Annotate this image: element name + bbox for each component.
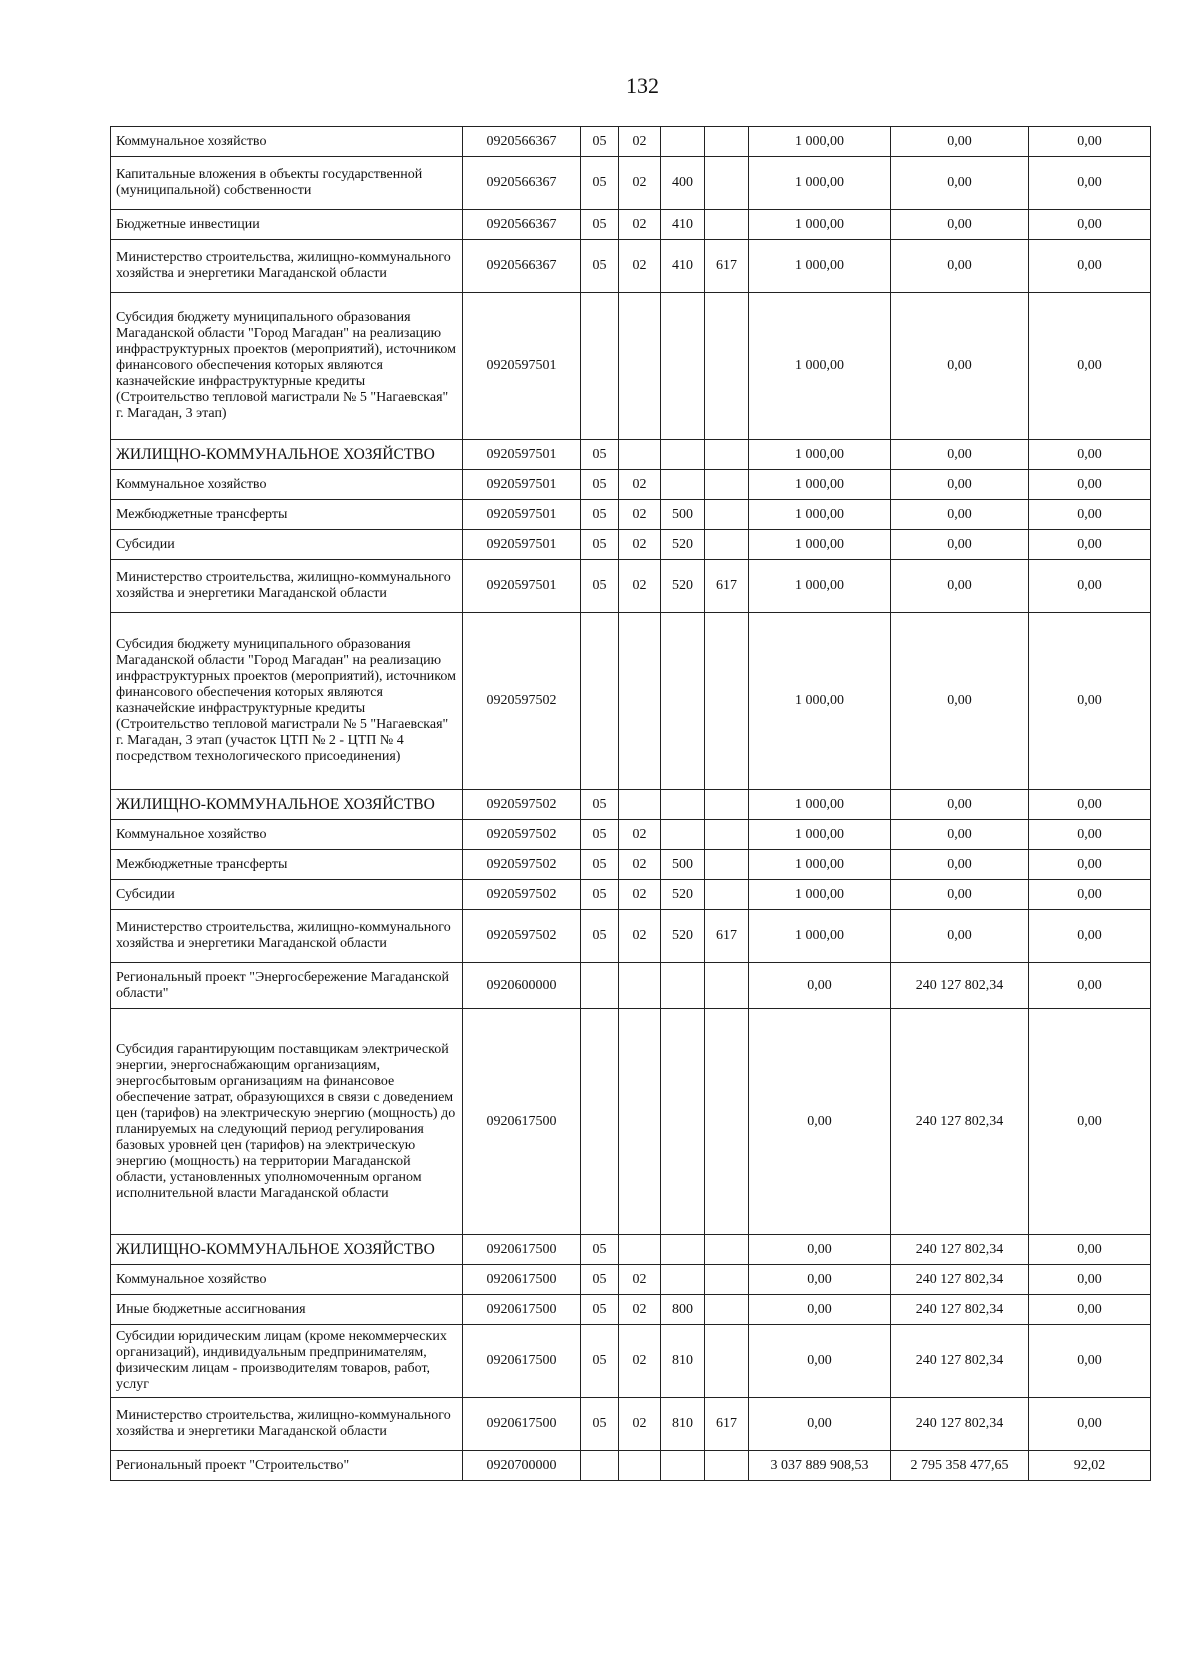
grbs-code	[705, 530, 749, 560]
target-code: 0920566367	[463, 157, 581, 210]
executed-amount: 0,00	[891, 470, 1029, 500]
expense-group: 410	[661, 210, 705, 240]
executed-amount: 0,00	[891, 790, 1029, 820]
row-name: Субсидии	[111, 530, 463, 560]
expense-group	[661, 440, 705, 470]
table-row	[111, 440, 1151, 470]
planned-amount: 1 000,00	[749, 157, 891, 210]
expense-group	[661, 1235, 705, 1265]
grbs-code	[705, 820, 749, 850]
table-row	[111, 210, 1151, 240]
subsection-code: 02	[619, 500, 661, 530]
section-code	[581, 963, 619, 1009]
grbs-code: 617	[705, 910, 749, 963]
grbs-code	[705, 1295, 749, 1325]
row-name: Субсидия гарантирующим поставщикам электрической энергии, энергоснабжающим организациям, энергосбытовым организациям на финансовое обеспечение затрат, образующихся в связи с доведением цен (тарифов) на электрическую энергию (мощность) до планируемых на следующий период регулирования базовых уровней цен (тарифов) на электрическую энергию (мощность) на территории Магаданской области, установленных уполномоченным органом исполнительной власти Магаданской области	[111, 1009, 463, 1235]
subsection-code: 02	[619, 1325, 661, 1398]
table-row	[111, 1235, 1151, 1265]
section-code: 05	[581, 127, 619, 157]
execution-percent: 0,00	[1029, 500, 1151, 530]
executed-amount: 0,00	[891, 880, 1029, 910]
expense-group	[661, 963, 705, 1009]
table-row	[111, 500, 1151, 530]
expense-group: 500	[661, 500, 705, 530]
planned-amount: 1 000,00	[749, 850, 891, 880]
row-name: Региональный проект "Строительство"	[111, 1451, 463, 1481]
planned-amount: 0,00	[749, 1325, 891, 1398]
target-code: 0920597501	[463, 560, 581, 613]
table-row	[111, 1325, 1151, 1398]
expense-group	[661, 1451, 705, 1481]
planned-amount: 1 000,00	[749, 127, 891, 157]
subsection-code: 02	[619, 850, 661, 880]
planned-amount: 1 000,00	[749, 820, 891, 850]
grbs-code	[705, 963, 749, 1009]
row-name: Министерство строительства, жилищно-коммунального хозяйства и энергетики Магаданской области	[111, 1398, 463, 1451]
target-code: 0920597501	[463, 530, 581, 560]
row-name: Межбюджетные трансферты	[111, 850, 463, 880]
grbs-code	[705, 1325, 749, 1398]
subsection-code: 02	[619, 127, 661, 157]
execution-percent: 0,00	[1029, 293, 1151, 440]
section-code	[581, 293, 619, 440]
row-name: Министерство строительства, жилищно-коммунального хозяйства и энергетики Магаданской области	[111, 910, 463, 963]
section-code: 05	[581, 560, 619, 613]
expense-group: 410	[661, 240, 705, 293]
execution-percent: 0,00	[1029, 880, 1151, 910]
table-row	[111, 530, 1151, 560]
execution-percent: 0,00	[1029, 1398, 1151, 1451]
planned-amount: 1 000,00	[749, 293, 891, 440]
subsection-code: 02	[619, 1398, 661, 1451]
executed-amount: 0,00	[891, 157, 1029, 210]
subsection-code	[619, 1009, 661, 1235]
planned-amount: 3 037 889 908,53	[749, 1451, 891, 1481]
target-code: 0920617500	[463, 1398, 581, 1451]
grbs-code	[705, 1265, 749, 1295]
expense-group	[661, 470, 705, 500]
section-code: 05	[581, 1325, 619, 1398]
expense-group: 810	[661, 1398, 705, 1451]
target-code: 0920566367	[463, 210, 581, 240]
section-code: 05	[581, 500, 619, 530]
target-code: 0920566367	[463, 127, 581, 157]
expense-group	[661, 1009, 705, 1235]
table-row	[111, 293, 1151, 440]
expense-group	[661, 790, 705, 820]
section-code: 05	[581, 240, 619, 293]
table-row	[111, 1265, 1151, 1295]
target-code: 0920700000	[463, 1451, 581, 1481]
row-name: Коммунальное хозяйство	[111, 127, 463, 157]
target-code: 0920597501	[463, 293, 581, 440]
section-code	[581, 613, 619, 790]
grbs-code	[705, 613, 749, 790]
section-code: 05	[581, 157, 619, 210]
grbs-code	[705, 1235, 749, 1265]
executed-amount: 240 127 802,34	[891, 1295, 1029, 1325]
grbs-code	[705, 210, 749, 240]
execution-percent: 0,00	[1029, 240, 1151, 293]
subsection-code: 02	[619, 1265, 661, 1295]
executed-amount: 240 127 802,34	[891, 1235, 1029, 1265]
execution-percent: 0,00	[1029, 1265, 1151, 1295]
row-name: Субсидия бюджету муниципального образования Магаданской области "Город Магадан" на реализацию инфраструктурных проектов (мероприятий), источником финансового обеспечения которых являются казначейские инфраструктурные кредиты (Строительство тепловой магистрали № 5 "Нагаевская" г. Магадан, 3 этап (участок ЦТП № 2 - ЦТП № 4 посредством технологического присоединения)	[111, 613, 463, 790]
row-name: Министерство строительства, жилищно-коммунального хозяйства и энергетики Магаданской области	[111, 240, 463, 293]
row-name: Субсидии	[111, 880, 463, 910]
table-row	[111, 240, 1151, 293]
expense-group	[661, 613, 705, 790]
subsection-code: 02	[619, 530, 661, 560]
table-row	[111, 127, 1151, 157]
executed-amount: 0,00	[891, 240, 1029, 293]
table-row	[111, 850, 1151, 880]
table-row	[111, 560, 1151, 613]
table-body	[111, 127, 1151, 1481]
row-name: Субсидия бюджету муниципального образования Магаданской области "Город Магадан" на реализацию инфраструктурных проектов (мероприятий), источником финансового обеспечения которых являются казначейские инфраструктурные кредиты (Строительство тепловой магистрали № 5 "Нагаевская" г. Магадан, 3 этап)	[111, 293, 463, 440]
execution-percent: 0,00	[1029, 1325, 1151, 1398]
target-code: 0920597502	[463, 880, 581, 910]
target-code: 0920600000	[463, 963, 581, 1009]
execution-percent: 0,00	[1029, 850, 1151, 880]
section-code: 05	[581, 440, 619, 470]
grbs-code	[705, 1451, 749, 1481]
table-row	[111, 157, 1151, 210]
grbs-code	[705, 500, 749, 530]
table-row	[111, 790, 1151, 820]
table-row	[111, 910, 1151, 963]
execution-percent: 0,00	[1029, 963, 1151, 1009]
row-name: Министерство строительства, жилищно-коммунального хозяйства и энергетики Магаданской области	[111, 560, 463, 613]
subsection-code: 02	[619, 880, 661, 910]
execution-percent: 0,00	[1029, 530, 1151, 560]
budget-table	[110, 126, 1151, 1481]
expense-group: 500	[661, 850, 705, 880]
execution-percent: 0,00	[1029, 560, 1151, 613]
target-code: 0920617500	[463, 1009, 581, 1235]
executed-amount: 0,00	[891, 440, 1029, 470]
section-code: 05	[581, 470, 619, 500]
planned-amount: 1 000,00	[749, 500, 891, 530]
executed-amount: 240 127 802,34	[891, 1265, 1029, 1295]
execution-percent: 0,00	[1029, 790, 1151, 820]
planned-amount: 1 000,00	[749, 240, 891, 293]
executed-amount: 0,00	[891, 850, 1029, 880]
page-number: 132	[626, 73, 659, 98]
target-code: 0920597502	[463, 613, 581, 790]
target-code: 0920597501	[463, 500, 581, 530]
planned-amount: 1 000,00	[749, 560, 891, 613]
grbs-code: 617	[705, 240, 749, 293]
table-row	[111, 820, 1151, 850]
planned-amount: 1 000,00	[749, 530, 891, 560]
section-code	[581, 1451, 619, 1481]
section-code: 05	[581, 910, 619, 963]
subsection-code: 02	[619, 210, 661, 240]
target-code: 0920597501	[463, 470, 581, 500]
table-row	[111, 470, 1151, 500]
section-code: 05	[581, 1295, 619, 1325]
grbs-code	[705, 293, 749, 440]
planned-amount: 0,00	[749, 1265, 891, 1295]
target-code: 0920597502	[463, 910, 581, 963]
grbs-code: 617	[705, 1398, 749, 1451]
executed-amount: 0,00	[891, 820, 1029, 850]
planned-amount: 1 000,00	[749, 613, 891, 790]
subsection-code	[619, 1235, 661, 1265]
expense-group: 520	[661, 560, 705, 613]
row-name: ЖИЛИЩНО-КОММУНАЛЬНОЕ ХОЗЯЙСТВО	[111, 1235, 463, 1265]
execution-percent: 0,00	[1029, 1009, 1151, 1235]
planned-amount: 1 000,00	[749, 910, 891, 963]
expense-group: 520	[661, 880, 705, 910]
subsection-code: 02	[619, 470, 661, 500]
expense-group: 800	[661, 1295, 705, 1325]
executed-amount: 240 127 802,34	[891, 1009, 1029, 1235]
planned-amount: 0,00	[749, 1009, 891, 1235]
planned-amount: 1 000,00	[749, 880, 891, 910]
section-code: 05	[581, 530, 619, 560]
execution-percent: 92,02	[1029, 1451, 1151, 1481]
target-code: 0920617500	[463, 1235, 581, 1265]
grbs-code	[705, 440, 749, 470]
executed-amount: 0,00	[891, 127, 1029, 157]
target-code: 0920597502	[463, 820, 581, 850]
execution-percent: 0,00	[1029, 613, 1151, 790]
table-row	[111, 1295, 1151, 1325]
table-row	[111, 963, 1151, 1009]
executed-amount: 0,00	[891, 910, 1029, 963]
row-name: Межбюджетные трансферты	[111, 500, 463, 530]
expense-group	[661, 1265, 705, 1295]
planned-amount: 1 000,00	[749, 470, 891, 500]
row-name: Бюджетные инвестиции	[111, 210, 463, 240]
execution-percent: 0,00	[1029, 157, 1151, 210]
row-name: Коммунальное хозяйство	[111, 820, 463, 850]
subsection-code	[619, 293, 661, 440]
executed-amount: 0,00	[891, 293, 1029, 440]
grbs-code	[705, 790, 749, 820]
subsection-code: 02	[619, 560, 661, 613]
section-code: 05	[581, 880, 619, 910]
expense-group: 520	[661, 910, 705, 963]
grbs-code	[705, 880, 749, 910]
subsection-code: 02	[619, 157, 661, 210]
execution-percent: 0,00	[1029, 1235, 1151, 1265]
section-code: 05	[581, 210, 619, 240]
executed-amount: 0,00	[891, 613, 1029, 790]
subsection-code	[619, 963, 661, 1009]
table-row	[111, 880, 1151, 910]
grbs-code: 617	[705, 560, 749, 613]
expense-group	[661, 127, 705, 157]
planned-amount: 1 000,00	[749, 790, 891, 820]
subsection-code	[619, 440, 661, 470]
subsection-code: 02	[619, 1295, 661, 1325]
target-code: 0920566367	[463, 240, 581, 293]
planned-amount: 0,00	[749, 963, 891, 1009]
planned-amount: 1 000,00	[749, 210, 891, 240]
row-name: Субсидии юридическим лицам (кроме некоммерческих организаций), индивидуальным предпринимателям, физическим лицам - производителям товаров, работ, услуг	[111, 1325, 463, 1398]
section-code: 05	[581, 1398, 619, 1451]
section-code: 05	[581, 1265, 619, 1295]
grbs-code	[705, 1009, 749, 1235]
table-row	[111, 613, 1151, 790]
table-row	[111, 1451, 1151, 1481]
target-code: 0920597501	[463, 440, 581, 470]
grbs-code	[705, 470, 749, 500]
expense-group	[661, 293, 705, 440]
row-name: Коммунальное хозяйство	[111, 1265, 463, 1295]
target-code: 0920597502	[463, 790, 581, 820]
grbs-code	[705, 127, 749, 157]
executed-amount: 0,00	[891, 500, 1029, 530]
executed-amount: 0,00	[891, 210, 1029, 240]
execution-percent: 0,00	[1029, 440, 1151, 470]
execution-percent: 0,00	[1029, 910, 1151, 963]
table-row	[111, 1398, 1151, 1451]
expense-group: 810	[661, 1325, 705, 1398]
planned-amount: 0,00	[749, 1235, 891, 1265]
row-name: Коммунальное хозяйство	[111, 470, 463, 500]
expense-group: 520	[661, 530, 705, 560]
grbs-code	[705, 850, 749, 880]
target-code: 0920617500	[463, 1295, 581, 1325]
subsection-code: 02	[619, 820, 661, 850]
row-name: Иные бюджетные ассигнования	[111, 1295, 463, 1325]
executed-amount: 240 127 802,34	[891, 1398, 1029, 1451]
subsection-code	[619, 790, 661, 820]
section-code: 05	[581, 1235, 619, 1265]
expense-group	[661, 820, 705, 850]
planned-amount: 0,00	[749, 1295, 891, 1325]
section-code: 05	[581, 820, 619, 850]
grbs-code	[705, 157, 749, 210]
planned-amount: 0,00	[749, 1398, 891, 1451]
section-code: 05	[581, 790, 619, 820]
planned-amount: 1 000,00	[749, 440, 891, 470]
execution-percent: 0,00	[1029, 210, 1151, 240]
section-code	[581, 1009, 619, 1235]
execution-percent: 0,00	[1029, 820, 1151, 850]
execution-percent: 0,00	[1029, 1295, 1151, 1325]
executed-amount: 2 795 358 477,65	[891, 1451, 1029, 1481]
row-name: ЖИЛИЩНО-КОММУНАЛЬНОЕ ХОЗЯЙСТВО	[111, 790, 463, 820]
section-code: 05	[581, 850, 619, 880]
executed-amount: 0,00	[891, 560, 1029, 613]
subsection-code: 02	[619, 910, 661, 963]
executed-amount: 0,00	[891, 530, 1029, 560]
expense-group: 400	[661, 157, 705, 210]
subsection-code	[619, 613, 661, 790]
target-code: 0920617500	[463, 1325, 581, 1398]
execution-percent: 0,00	[1029, 470, 1151, 500]
executed-amount: 240 127 802,34	[891, 1325, 1029, 1398]
execution-percent: 0,00	[1029, 127, 1151, 157]
row-name: ЖИЛИЩНО-КОММУНАЛЬНОЕ ХОЗЯЙСТВО	[111, 440, 463, 470]
row-name: Региональный проект "Энергосбережение Магаданской области"	[111, 963, 463, 1009]
executed-amount: 240 127 802,34	[891, 963, 1029, 1009]
target-code: 0920597502	[463, 850, 581, 880]
table-row	[111, 1009, 1151, 1235]
subsection-code: 02	[619, 240, 661, 293]
row-name: Капитальные вложения в объекты государственной (муниципальной) собственности	[111, 157, 463, 210]
subsection-code	[619, 1451, 661, 1481]
target-code: 0920617500	[463, 1265, 581, 1295]
